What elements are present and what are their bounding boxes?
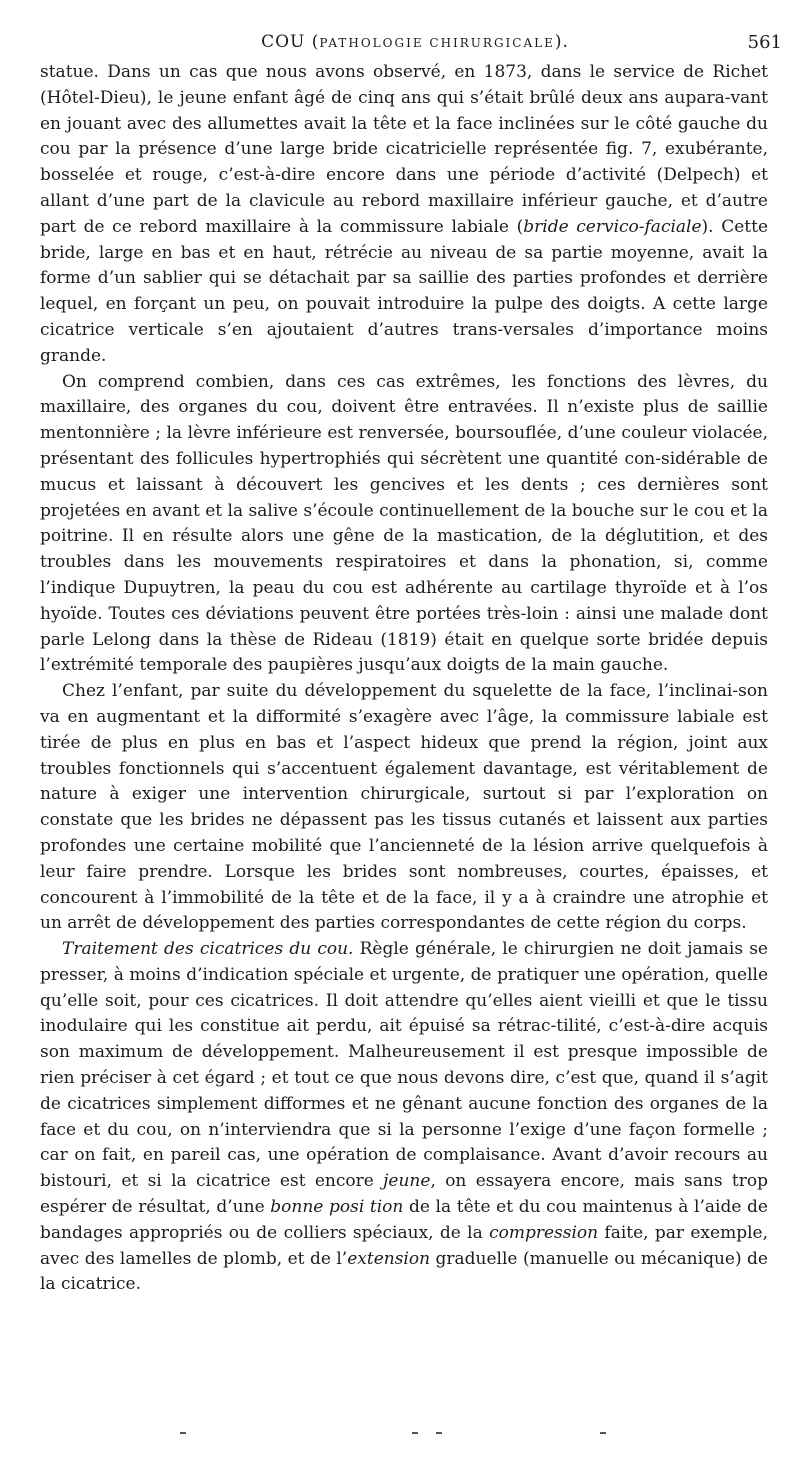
- paragraph-4-text-a: Règle générale, le chirurgien ne doit jamais se presser, à moins d’indication spéciale et urgente, de pratiquer une opération, quelle qu’elle soit, pour ces cicatrices. Il doit attendre qu’elles aient vieilli et que le tissu inodulaire qui les constitue ait perdu, ait épuisé sa rétrac-tilité, c’est-à-dire acquis son maximum de développement. Malheureusement il est presque impossible de rien préciser à cet égard ; et tout ce que nous devons dire, c’est que, quand il s’agit de cicatrices simplement difformes et ne gênant aucune fonction des organes de la face et du cou, on n’interviendra que si la personne l’exige d’une façon formelle ; car on fait, en pareil cas, une opération de complaisance. Avant d’avoir recours au bistouri, et si la cicatrice est encore: [40, 939, 768, 1192]
- paragraph-4-text-g: faite, par exemple, avec des lamelles de plomb, et de l’: [40, 1222, 768, 1269]
- paragraph-4-text-c: , on essayera encore, mais sans trop espérer de résultat, d’une: [40, 1171, 768, 1218]
- print-marks: [0, 1432, 800, 1440]
- paragraph-2: On comprend combien, dans ces cas extrêmes, les fonctions des lèvres, du maxillaire, des organes du cou, doivent être entravées. Il n’existe plus de saillie mentonnière ; la lèvre inférieure est renversée, boursouflée, d’une couleur violacée, présentant des follicules hypertrophiés qui sécrètent une quantité con-sidérable de mucus et laissant à découvert les gencives et les dents ; ces dernières sont projetées en avant et la salive s’écoule continuellement de la bouche sur le cou et la poitrine. Il en résulte alors une gêne de la mastication, de la déglutition, et des troubles dans les mouvements respiratoires et dans la phonation, si, comme l’indique Dupuytren, la peau du cou est adhérente au cartilage thyroïde et à l’os hyoïde. Toutes ces déviations peuvent être portées très-loin : ainsi une malade dont parle Lelong dans la thèse de Rideau (1819) était en quelque sorte bridée depuis l’extrémité temporale des paupières jusqu’aux doigts de la main gauche.: [40, 371, 768, 676]
- title-subtitle: PATHOLOGIE CHIRURGICALE: [319, 36, 555, 50]
- section-heading: Traitement des cicatrices du cou.: [62, 939, 354, 960]
- paragraph-4-text-i: graduelle (manuelle ou mécanique) de la cicatrice.: [40, 1248, 768, 1295]
- print-mark: [412, 1432, 418, 1434]
- title-main: COU (: [261, 32, 320, 52]
- paragraph-4: [40, 937, 768, 1298]
- term-bonne-position: bonne posi tion: [270, 1197, 404, 1218]
- print-mark: [436, 1432, 442, 1434]
- running-title: [40, 32, 790, 52]
- paragraph-1: [40, 60, 768, 370]
- title-end: ).: [554, 32, 569, 52]
- page-body: [40, 60, 768, 1298]
- paragraph-3: Chez l’enfant, par suite du développement du squelette de la face, l’inclinai-son va en augmentant et la difformité s’exagère avec l’âge, la commissure labiale est tirée de plus en plus en bas et l’aspect hideux que prend la région, joint aux troubles fonctionnels qui s’accentuent également davantage, est véritablement de nature à exiger une intervention chirurgicale, surtout si par l’exploration on constate que les brides ne dépassent pas les tissus cutanés et laissent aux parties profondes une certaine mobilité que l’ancienneté de la lésion arrive quelquefois à leur faire prendre. Lorsque les brides sont nombreuses, courtes, épaisses, et concourent à l’immobilité de la tête et de la face, il y a à craindre une atrophie et un arrêt de développement des parties correspondantes de cette région du corps.: [40, 681, 768, 934]
- paragraph-1-italic: bride cervico-faciale: [523, 216, 702, 237]
- paragraph-1-text-a: statue. Dans un cas que nous avons observé, en 1873, dans le service de Richet (Hôtel-Dieu), le jeune enfant âgé de cinq ans qui s’était brûlé deux ans aupara-vant en jouant avec des allumettes avait la tête et la face inclinées sur le côté gauche du cou par la présence d’une large bride cicatricielle représentée fig. 7, exubérante, bosselée et rouge, c’est-à-dire encore dans une période d’activité (Delpech) et allant d’une part de la clavicule au rebord maxillaire inférieur gauche, et d’autre part de ce rebord maxillaire à la commissure labiale (: [40, 62, 768, 237]
- term-extension: extension: [347, 1248, 431, 1269]
- term-jeune: jeune: [383, 1171, 431, 1192]
- print-mark: [180, 1432, 186, 1434]
- term-compression: compression: [489, 1222, 599, 1243]
- paragraph-4-text-e: de la tête et du cou maintenus à l’aide de bandages appropriés ou de colliers spéciaux, de la: [40, 1197, 768, 1243]
- print-mark: [600, 1432, 606, 1434]
- page-number: 561: [747, 32, 782, 53]
- running-header: [40, 32, 790, 56]
- paragraph-1-text-c: ). Cette bride, large en bas et en haut, rétrécie au niveau de sa partie moyenne, avait la forme d’un sablier qui se détachait par sa saillie des parties profondes et derrière lequel, en forçant un peu, on pouvait introduire la pulpe des doigts. A cette large cicatrice verticale s’en ajoutaient d’autres trans-versales d’importance moins grande.: [40, 216, 769, 366]
